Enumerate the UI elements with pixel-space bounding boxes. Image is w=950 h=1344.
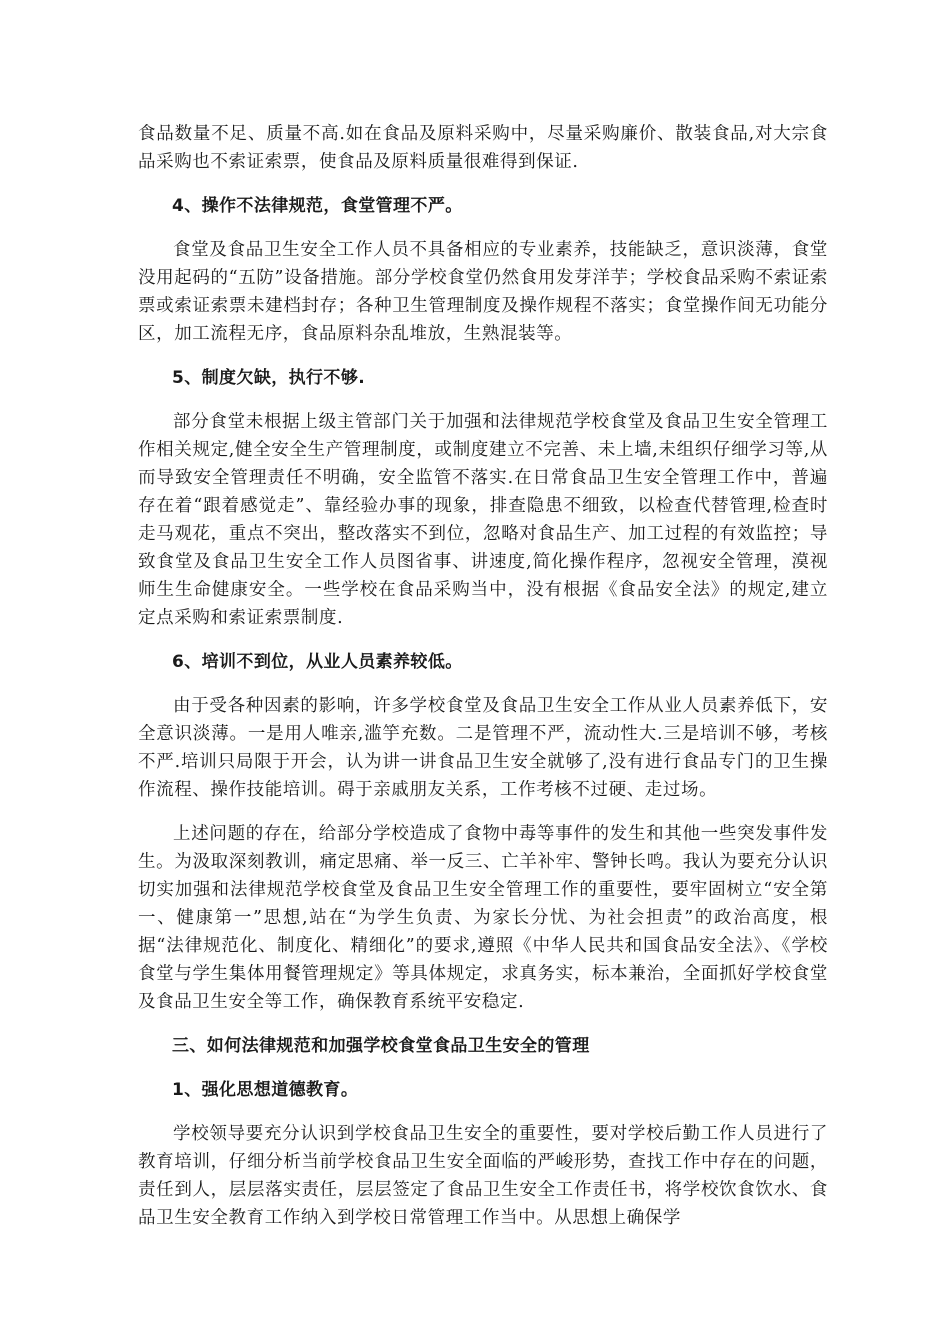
paragraph-continued: 食品数量不足、质量不高.如在食品及原料采购中，尽量采购廉价、散装食品,对大宗食品采购也不索证索票，使食品及原料质量很难得到保证.: [138, 124, 828, 172]
paragraph-summary: 上述问题的存在，给部分学校造成了食物中毒等事件的发生和其他一些突发事件发生。为汲取深刻教训，痛定思痛、举一反三、亡羊补牢、警钟长鸣。我认为要充分认识切实加强和法律规范学校食堂及食品卫生安全管理工作的重要性，要牢固树立“安全第一、健康第一”思想,站在“为学生负责、为家长分忧、为社会担责”的政治高度，根据“法律规范化、制度化、精细化”的要求,遵照《中华人民共和国食品安全法》、《学校食堂与学生集体用餐管理规定》等具体规定，求真务实，标本兼治，全面抓好学校食堂及食品卫生安全等工作，确保教育系统平安稳定.: [138, 824, 828, 1012]
paragraph-canteen-staff: 食堂及食品卫生安全工作人员不具备相应的专业素养，技能缺乏，意识淡薄，食堂没用起码的“五防”设备措施。部分学校食堂仍然食用发芽洋芋；学校食品采购不索证索票或索证索票未建档封存；各种卫生管理制度及操作规程不落实；食堂操作间无功能分区，加工流程无序，食品原料杂乱堆放，生熟混装等。: [138, 240, 828, 344]
heading-item-5: 5、制度欠缺，执行不够.: [172, 368, 366, 388]
document-page: [138, 120, 828, 1248]
section-heading-3: 三、如何法律规范和加强学校食堂食品卫生安全的管理: [172, 1036, 590, 1056]
heading-item-4: 4、操作不法律规范，食堂管理不严。: [172, 196, 463, 216]
heading-item-6: 6、培训不到位，从业人员素养较低。: [172, 652, 463, 672]
paragraph-education: 学校领导要充分认识到学校食品卫生安全的重要性，要对学校后勤工作人员进行了教育培训，仔细分析当前学校食品卫生安全面临的严峻形势，查找工作中存在的问题，责任到人，层层落实责任，层层签定了食品卫生安全工作责任书，将学校饮食饮水、食品卫生安全教育工作纳入到学校日常管理工作当中。从思想上确保学: [138, 1124, 828, 1228]
paragraph-training: 由于受各种因素的影响，许多学校食堂及食品卫生安全工作从业人员素养低下，安全意识淡薄。一是用人唯亲,滥竽充数。二是管理不严，流动性大.三是培训不够，考核不严.培训只局限于开会，认为讲一讲食品卫生安全就够了,没有进行食品专门的卫生操作流程、操作技能培训。碍于亲戚朋友关系，工作考核不过硬、走过场。: [138, 696, 828, 800]
heading-item-1: 1、强化思想道德教育。: [172, 1080, 359, 1100]
paragraph-system-lacking: 部分食堂未根据上级主管部门关于加强和法律规范学校食堂及食品卫生安全管理工作相关规定,健全安全生产管理制度，或制度建立不完善、未上墙,未组织仔细学习等,从而导致安全管理责任不明确，安全监管不落实.在日常食品卫生安全管理工作中，普遍存在着“跟着感觉走”、靠经验办事的现象，排查隐患不细致，以检查代替管理,检查时走马观花，重点不突出，整改落实不到位，忽略对食品生产、加工过程的有效监控；导致食堂及食品卫生安全工作人员图省事、讲速度,简化操作程序，忽视安全管理，漠视师生生命健康安全。一些学校在食品采购当中，没有根据《食品安全法》的规定,建立定点采购和索证索票制度.: [138, 412, 828, 628]
